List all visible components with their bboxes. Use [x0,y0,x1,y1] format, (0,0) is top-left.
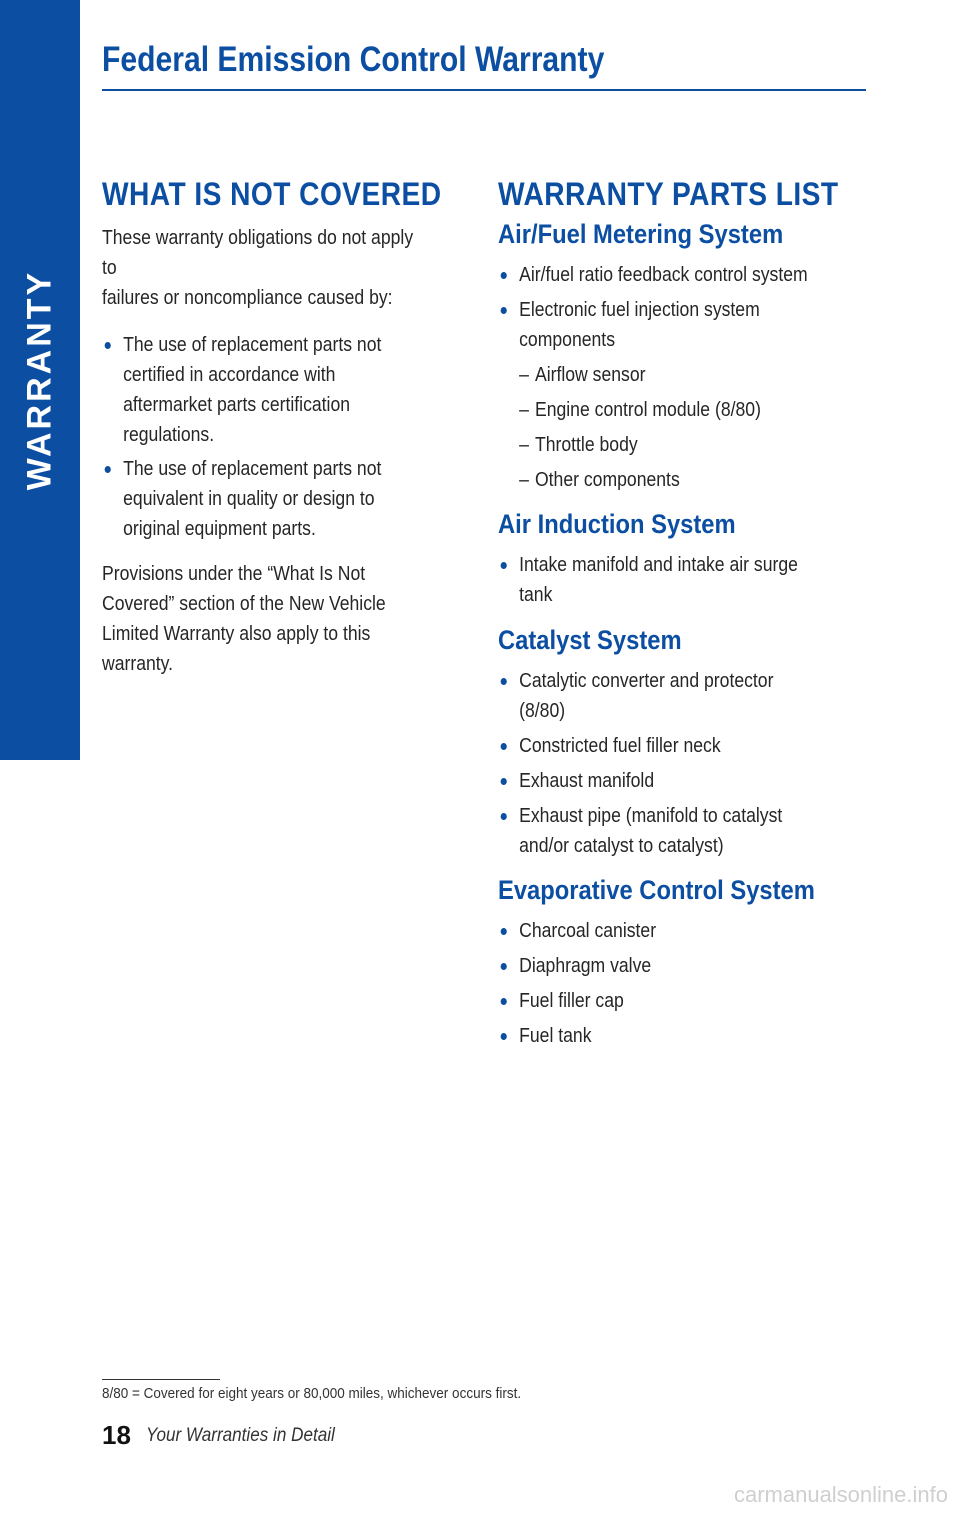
footer-title: Your Warranties in Detail [146,1425,335,1446]
watermark: carmanualsonline.info [733,1482,948,1507]
list-item [498,295,832,355]
item-line: Exhaust manifold [519,770,655,792]
list-item [498,916,832,946]
item-line: Electronic fuel injection system [519,299,760,321]
list-item [102,454,428,544]
subsection-title-air-induction: Air Induction System [498,509,736,539]
air-fuel-sublist [498,360,832,495]
item-line: Catalytic converter and protector [519,670,774,692]
parts-list-column [498,176,878,1051]
subsection-title-catalyst: Catalyst System [498,625,682,655]
not-covered-column [102,176,472,679]
closing-line: Covered” section of the New Vehicle [102,593,386,615]
item-line: components [519,329,616,351]
item-line: Fuel tank [519,1025,592,1047]
item-line: Constricted fuel filler neck [519,735,721,757]
item-line: equivalent in quality or design to [123,488,375,510]
item-line: The use of replacement parts not [123,458,382,480]
item-line: Air/fuel ratio feedback control system [519,264,808,286]
list-item [498,666,832,726]
item-line: original equipment parts. [123,518,316,540]
parts-list-heading: WARRANTY PARTS LIST [498,176,839,212]
item-line: tank [519,584,553,606]
page-number: 18 [102,1420,131,1450]
air-induction-list [498,550,832,610]
catalyst-list [498,666,832,861]
intro-line: failures or noncompliance caused by: [102,287,393,309]
item-line: Fuel filler cap [519,990,624,1012]
closing-line: warranty. [102,653,174,675]
sub-list-item: – Throttle body [498,430,832,460]
list-item [498,260,832,290]
item-line: regulations. [123,424,215,446]
intro-line: These warranty obligations do not apply to [102,227,414,279]
item-line: Exhaust pipe (manifold to catalyst [519,805,783,827]
item-line: aftermarket parts certification [123,394,351,416]
sub-list-item: – Airflow sensor [498,360,832,390]
air-fuel-list [498,260,832,355]
list-item [498,801,832,861]
item-line: The use of replacement parts not [123,334,382,356]
list-item [498,550,832,610]
not-covered-heading: WHAT IS NOT COVERED [102,176,442,212]
not-covered-closing [102,559,428,679]
closing-line: Limited Warranty also apply to this [102,623,371,645]
list-item [498,766,832,796]
sub-list-item: – Other components [498,465,832,495]
item-line: certified in accordance with [123,364,336,386]
closing-line: Provisions under the “What Is Not [102,563,366,585]
item-line: Diaphragm valve [519,955,652,977]
item-line: Intake manifold and intake air surge [519,554,798,576]
title-divider [102,89,866,91]
page-title: Federal Emission Control Warranty [102,40,605,79]
subsection-title-air-fuel: Air/Fuel Metering System [498,219,784,249]
not-covered-list [102,330,428,544]
item-line: Charcoal canister [519,920,657,942]
not-covered-intro [102,223,428,313]
sub-list-item: – Engine control module (8/80) [498,395,832,425]
list-item [498,731,832,761]
side-tab-label: WARRANTY [20,269,59,491]
evaporative-list [498,916,832,1051]
list-item [102,330,428,450]
item-line: (8/80) [519,700,566,722]
list-item [498,1021,832,1051]
subsection-title-evaporative: Evaporative Control System [498,875,815,905]
side-tab [0,0,80,760]
list-item [498,951,832,981]
list-item [498,986,832,1016]
item-line: and/or catalyst to catalyst) [519,835,724,857]
footnote: 8/80 = Covered for eight years or 80,000 miles, whichever occurs first. [102,1385,522,1402]
footnote-divider [102,1379,220,1380]
